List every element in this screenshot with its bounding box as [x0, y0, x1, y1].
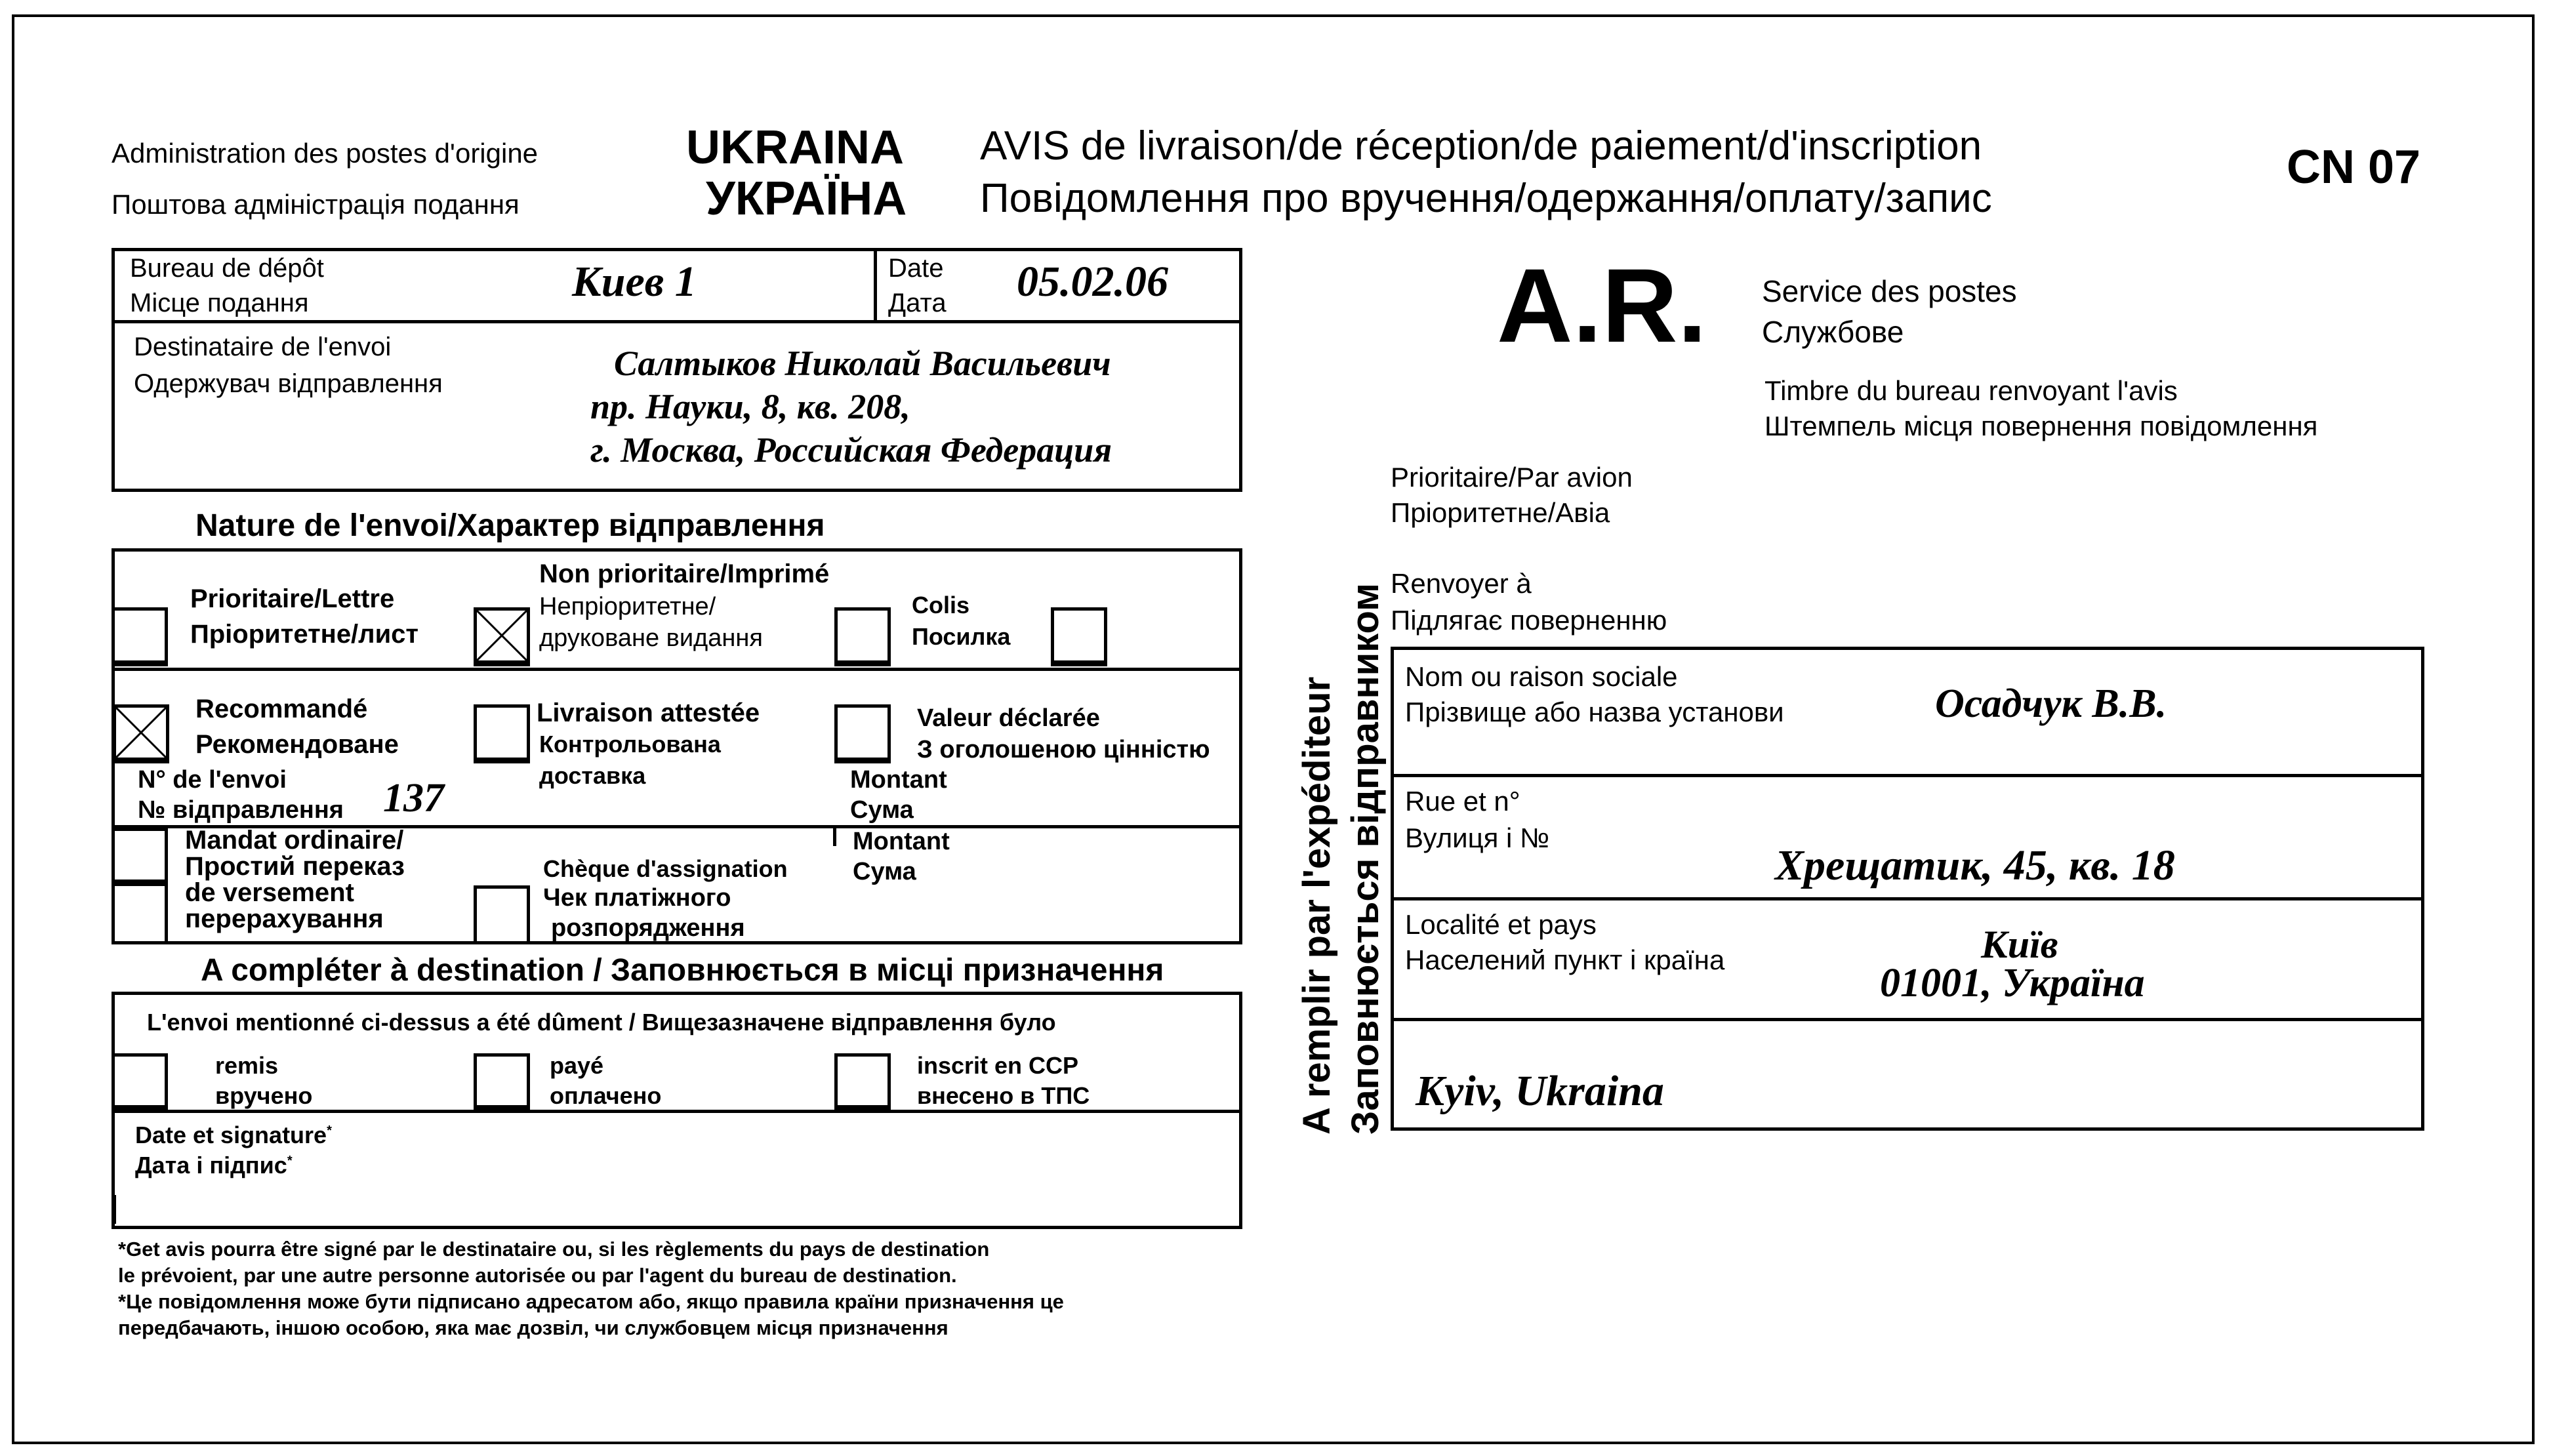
checkbox-livraison-attestee[interactable] — [474, 704, 530, 763]
montant2-label-ua: Сума — [853, 858, 916, 885]
extra-address-value: Kyiv, Ukraina — [1416, 1067, 1664, 1115]
nom-value: Осадчук В.В. — [1935, 681, 2167, 726]
non-prioritaire-ua-2: друковане видання — [539, 624, 763, 652]
date-label-ua: Дата — [888, 289, 947, 317]
livraison-label-fr: Livraison attestée — [537, 698, 760, 727]
cheque-label-fr: Chèque d'assignation — [543, 855, 788, 882]
prio-avion-label-ua: Пріоритетне/Авіа — [1391, 497, 1610, 528]
prioritaire-label-fr: Prioritaire/Lettre — [190, 584, 395, 613]
footnote-line: передбачають, іншою особою, яка має дозвіл, чи службовцем місця призначення — [118, 1316, 948, 1339]
date-label-fr: Date — [888, 254, 944, 283]
admin-origin-fr: Administration des postes d'origine — [112, 138, 539, 169]
nature-title: Nature de l'envoi/Характер відправлення — [195, 508, 825, 543]
localite-value-city: Київ — [1981, 923, 2058, 966]
divider — [1391, 774, 2424, 777]
nom-label-fr: Nom ou raison sociale — [1405, 661, 1678, 692]
service-label-fr: Service des postes — [1762, 274, 2017, 308]
vertical-label-fr: A remplir par l'expéditeur — [1295, 676, 1338, 1135]
checkbox-paye[interactable] — [474, 1053, 530, 1111]
divider — [833, 828, 836, 846]
completion-title: A compléter à destination / Заповнюється в місці призначення — [201, 953, 1164, 988]
paye-label-ua: оплачено — [550, 1082, 662, 1109]
vertical-label-ua: Заповнюється відправником — [1344, 582, 1387, 1135]
cheque-label-ua-2: розпорядження — [551, 914, 745, 942]
mandat-label-ua: Простий переказ — [185, 852, 405, 881]
valeur-label-fr: Valeur déclarée — [917, 704, 1100, 732]
date-signature-label-fr: Date et signature* — [135, 1122, 332, 1148]
cheque-label-ua-1: Чек платіжного — [543, 884, 731, 912]
colis-label-fr: Colis — [912, 592, 970, 618]
localite-label-fr: Localité et pays — [1405, 909, 1597, 940]
footnote-line: le prévoient, par une autre personne autorisée ou par l'agent du bureau de destination. — [118, 1264, 957, 1287]
divider — [874, 248, 877, 321]
remis-label-ua: вручено — [215, 1082, 313, 1109]
inscrit-label-fr: inscrit en CCP — [917, 1052, 1079, 1079]
recipient-name: Салтыков Николай Васильевич — [614, 344, 1111, 383]
checkbox-valeur-declaree[interactable] — [834, 704, 891, 763]
localite-label-ua: Населений пункт і країна — [1405, 944, 1725, 975]
divider — [112, 320, 1242, 323]
rue-value: Хрещатик, 45, кв. 18 — [1775, 841, 2175, 889]
divider — [112, 668, 1242, 671]
checkbox-inscrit[interactable] — [834, 1053, 891, 1111]
valeur-label-ua: З оголошеною цінністю — [917, 736, 1210, 763]
admin-origin-ua: Поштова адміністрація подання — [112, 189, 520, 220]
recipient-label-ua: Одержувач відправлення — [134, 369, 443, 398]
renvoyer-label-fr: Renvoyer à — [1391, 568, 1532, 599]
completion-statement: L'envoi mentionné ci-dessus a été dûment / Вищезазначене відправлення було — [147, 1009, 1056, 1036]
divider — [112, 1195, 116, 1224]
timbre-label-ua: Штемпель місця повернення повідомлення — [1764, 411, 2318, 441]
non-prioritaire-ua-1: Непріоритетне/ — [539, 593, 716, 620]
divider — [1391, 897, 2424, 900]
recipient-label-fr: Destinataire de l'envoi — [134, 333, 392, 361]
renvoyer-label-ua: Підлягає поверненню — [1391, 605, 1667, 636]
paye-label-fr: payé — [550, 1052, 604, 1079]
remis-label-fr: remis — [215, 1052, 279, 1079]
non-prioritaire-title: Non prioritaire/Imprimé — [539, 559, 830, 588]
date-value: 05.02.06 — [1017, 258, 1168, 306]
envoi-number-value: 137 — [383, 776, 444, 820]
prio-avion-label-fr: Prioritaire/Par avion — [1391, 462, 1633, 493]
timbre-label-fr: Timbre du bureau renvoyant l'avis — [1764, 375, 2178, 406]
check-cross-icon — [477, 611, 527, 660]
inscrit-label-ua: внесено в ТПС — [917, 1082, 1090, 1109]
montant-label-fr: Montant — [850, 766, 947, 794]
check-cross-icon — [116, 708, 166, 758]
checkbox-non-prioritaire[interactable] — [474, 607, 530, 666]
checkbox-prioritaire[interactable] — [112, 607, 168, 666]
recommande-label-fr: Recommandé — [195, 695, 368, 723]
nom-label-ua: Прізвище або назва установи — [1405, 697, 1784, 727]
bureau-value: Киев 1 — [572, 258, 697, 306]
country-cyrillic: УКРАЇНА — [706, 172, 907, 225]
prioritaire-label-ua: Пріоритетне/лист — [190, 620, 419, 649]
envoi-number-label-ua: № відправлення — [138, 796, 344, 824]
checkbox-versement[interactable] — [112, 883, 168, 944]
colis-label-ua: Посилка — [912, 623, 1011, 650]
recipient-address-1: пр. Науки, 8, кв. 208, — [590, 387, 910, 426]
montant-label-ua: Сума — [850, 796, 914, 824]
mandat-label-fr: Mandat ordinaire/ — [185, 826, 404, 855]
ar-mark: A.R. — [1497, 247, 1707, 364]
divider — [1391, 1018, 2424, 1021]
livraison-label-ua-2: доставка — [539, 762, 646, 789]
livraison-label-ua-1: Контрольована — [539, 731, 721, 758]
versement-label-fr: de versement — [185, 878, 354, 907]
bureau-label-fr: Bureau de dépôt — [130, 254, 324, 283]
recipient-address-2: г. Москва, Российская Федерация — [590, 430, 1112, 470]
divider — [112, 1110, 1242, 1113]
localite-value-country: 01001, Україна — [1880, 961, 2145, 1005]
country-latin: UKRAINA — [686, 121, 904, 174]
checkbox-remis[interactable] — [112, 1053, 168, 1111]
avis-title-fr: AVIS de livraison/de réception/de paiement/d'inscription — [980, 123, 1982, 169]
checkbox-cheque[interactable] — [474, 885, 530, 944]
versement-label-ua: перерахування — [185, 904, 384, 933]
avis-title-ua: Повідомлення про вручення/одержання/оплату/запис — [980, 176, 1992, 221]
rue-label-ua: Вулиця і № — [1405, 822, 1550, 853]
date-signature-label-ua: Дата і підпис* — [135, 1152, 293, 1179]
form-code: CN 07 — [2287, 141, 2421, 193]
checkbox-colis-extra[interactable] — [1051, 607, 1107, 666]
checkbox-colis[interactable] — [834, 607, 891, 666]
rue-label-fr: Rue et n° — [1405, 786, 1520, 817]
checkbox-recommande[interactable] — [113, 704, 169, 763]
bureau-label-ua: Місце подання — [130, 289, 309, 317]
footnote-line: *Це повідомлення може бути підписано адресатом або, якщо правила країни призначення це — [118, 1290, 1064, 1313]
envoi-number-label-fr: N° de l'envoi — [138, 766, 287, 794]
recommande-label-ua: Рекомендоване — [195, 730, 399, 759]
service-label-ua: Службове — [1762, 315, 1904, 349]
montant2-label-fr: Montant — [853, 828, 950, 855]
footnote-line: *Get avis pourra être signé par le destinataire ou, si les règlements du pays de destination — [118, 1238, 990, 1261]
checkbox-mandat[interactable] — [112, 828, 168, 885]
